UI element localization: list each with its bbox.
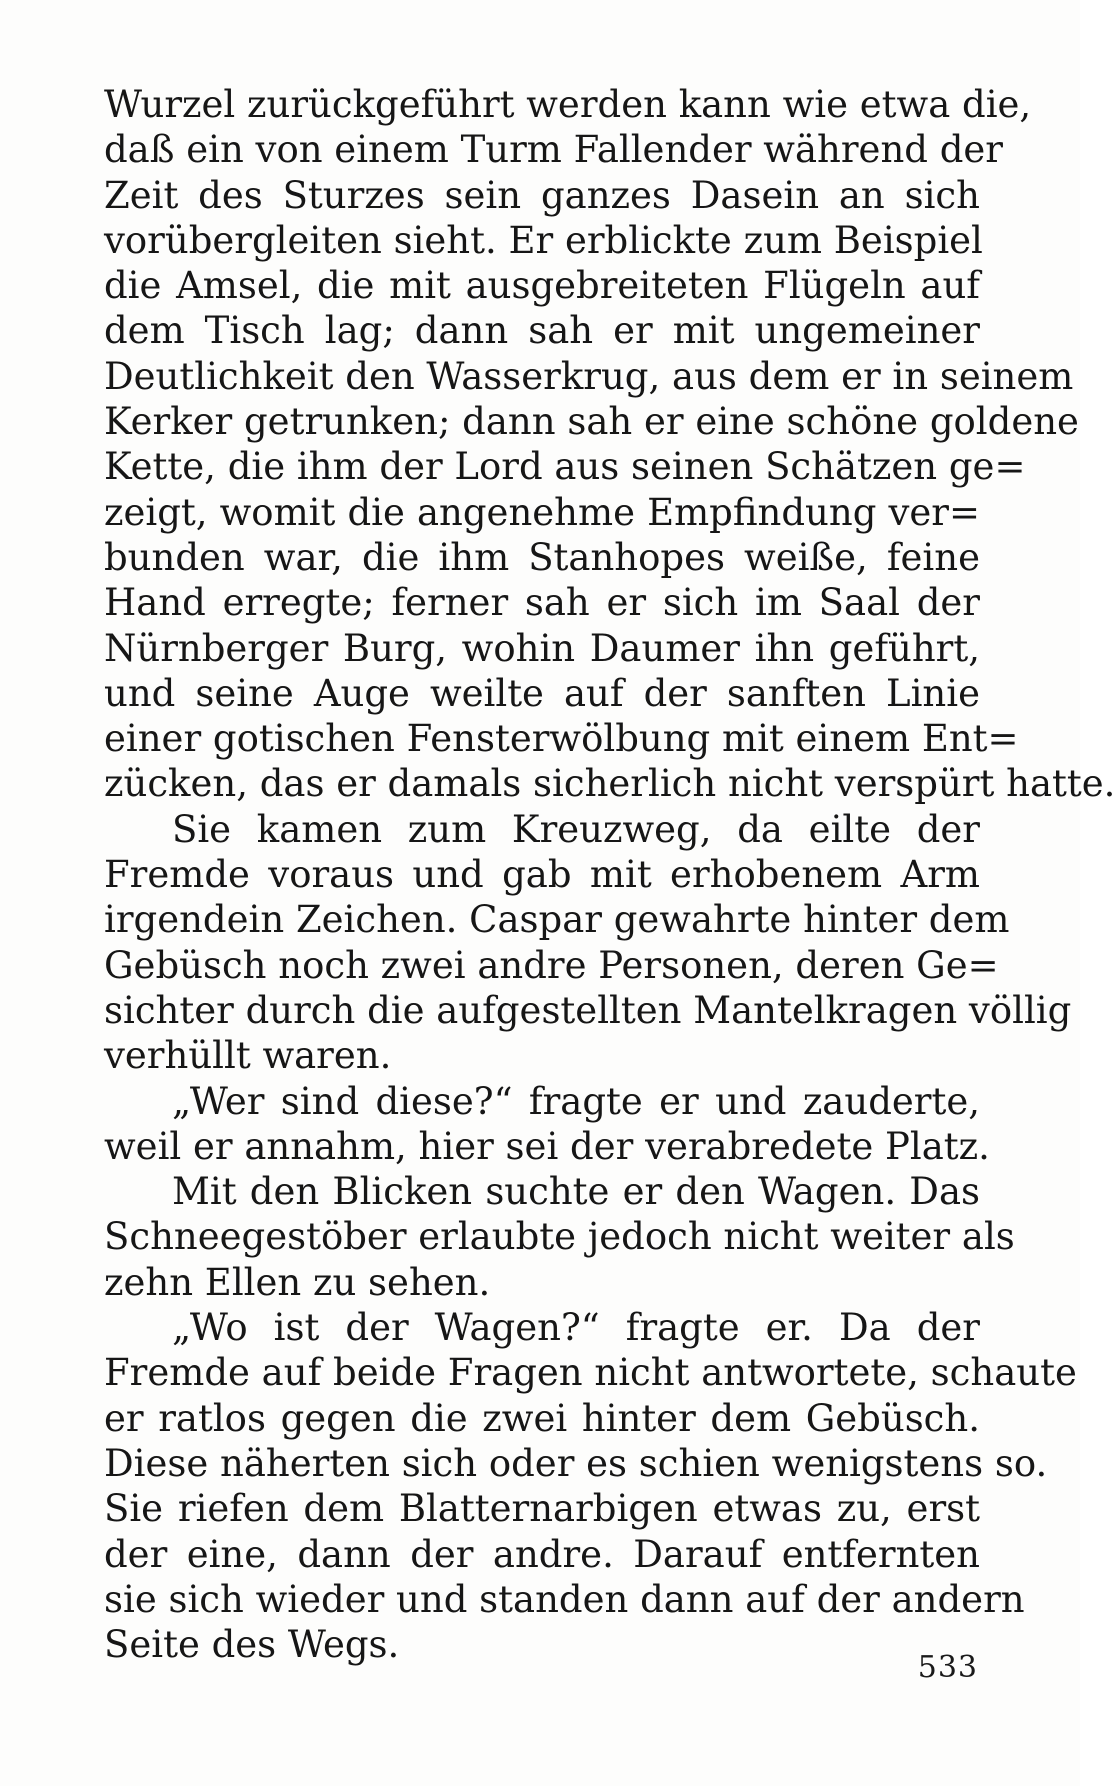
text-line: irgendein Zeichen. Caspar gewahrte hinter dem: [104, 898, 1010, 942]
text-line: und seine Auge weilte auf der sanften Linie: [104, 671, 980, 715]
text-line: Deutlichkeit den Wasserkrug, aus dem er in seinem: [104, 354, 1074, 398]
paragraph-start-line: Sie kamen zum Kreuzweg, da eilte der: [172, 807, 980, 851]
text-line: Gebüsch noch zwei andre Personen, deren Ge=: [104, 943, 999, 987]
text-line: Fremde voraus und gab mit erhobenem Arm: [104, 853, 980, 897]
text-line: er ratlos gegen die zwei hinter dem Gebüsch.: [104, 1396, 980, 1440]
text-line: Wurzel zurückgeführt werden kann wie etwa die,: [104, 83, 1032, 126]
text-line: die Amsel, die mit ausgebreiteten Flügeln auf: [104, 264, 980, 308]
paragraph-end-line: Seite des Wegs.: [104, 1623, 400, 1667]
text-line: dem Tisch lag; dann sah er mit ungemeiner: [104, 309, 980, 353]
text-line: Hand erregte; ferner sah er sich im Saal der: [104, 581, 980, 625]
text-line: bunden war, die ihm Stanhopes weiße, feine: [104, 535, 980, 579]
page-number: 533: [917, 1650, 978, 1685]
text-line: daß ein von einem Turm Fallender während der: [104, 128, 1003, 172]
text-line: Schneegestöber erlaubte jedoch nicht weiter als: [104, 1215, 1015, 1259]
text-line: Sie riefen dem Blatternarbigen etwas zu, erst: [104, 1487, 980, 1531]
text-line: Diese näherten sich oder es schien wenigstens so.: [104, 1441, 1048, 1485]
text-line: zeigt, womit die angenehme Empfindung ver=: [104, 490, 980, 534]
paragraph-end-line: weil er annahm, hier sei der verabredete Platz.: [104, 1124, 990, 1168]
body-text: [104, 82, 1115, 1667]
text-line: Zeit des Sturzes sein ganzes Dasein an sich: [104, 173, 980, 217]
text-line: Kette, die ihm der Lord aus seinen Schätzen ge=: [104, 445, 1026, 489]
text-line: Fremde auf beide Fragen nicht antwortete, schaute: [104, 1351, 1077, 1395]
text-line: sie sich wieder und standen dann auf der andern: [104, 1577, 1025, 1621]
paragraph-start-line: Mit den Blicken suchte er den Wagen. Das: [172, 1170, 980, 1214]
text-line: vorübergleiten sieht. Er erblickte zum Beispiel: [104, 218, 983, 262]
text-line: Nürnberger Burg, wohin Daumer ihn geführt,: [104, 626, 980, 670]
paragraph-end-line: zücken, das er damals sicherlich nicht verspürt hatte.: [104, 762, 1115, 806]
paragraph-start-line: „Wer sind diese?“ fragte er und zauderte,: [172, 1079, 980, 1123]
paragraph-end-line: verhüllt waren.: [104, 1034, 392, 1078]
text-line: sichter durch die aufgestellten Mantelkragen völlig: [104, 988, 1072, 1032]
text-line: Kerker getrunken; dann sah er eine schöne goldene: [104, 400, 1079, 444]
text-line: einer gotischen Fensterwölbung mit einem Ent=: [104, 717, 1019, 761]
paragraph-end-line: zehn Ellen zu sehen.: [104, 1260, 491, 1304]
paragraph-start-line: „Wo ist der Wagen?“ fragte er. Da der: [172, 1306, 980, 1350]
text-line: der eine, dann der andre. Darauf entfernten: [104, 1532, 980, 1576]
